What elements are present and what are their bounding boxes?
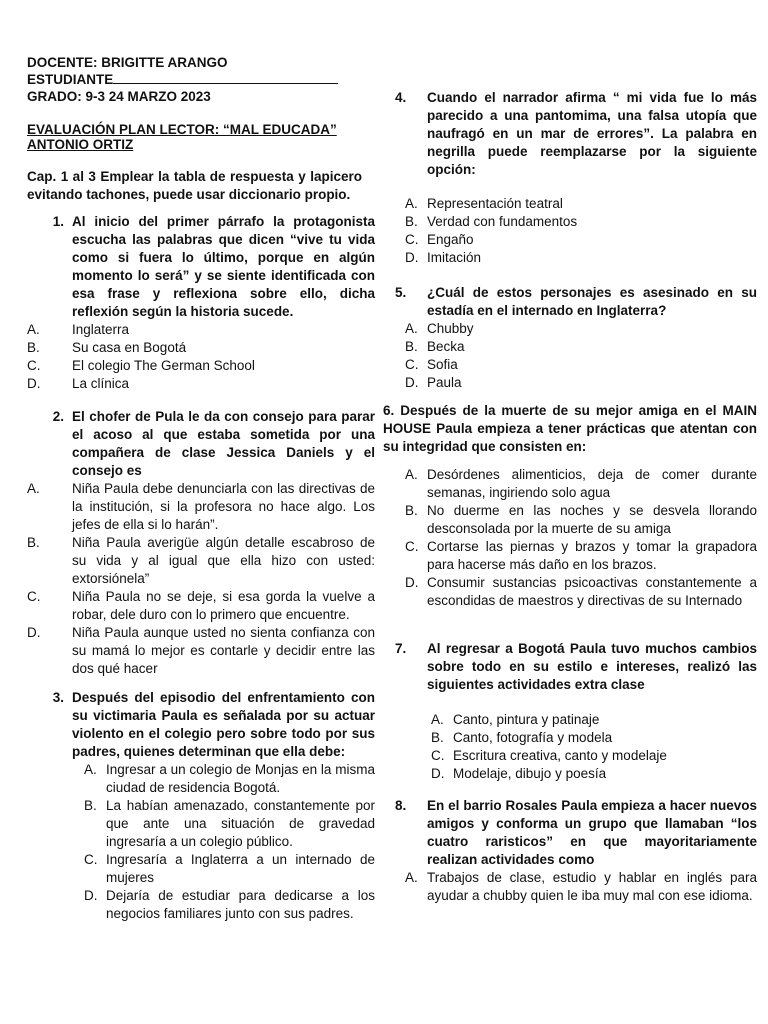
question-3-stem: 3. Después del episodio del enfrentamiento con su victimaria Paula es señalada por su actuar violento en el colegio pero sobre todo por sus padres, quienes determinan que ella debe: xyxy=(52,690,375,759)
question-7 xyxy=(395,640,757,783)
option-3a[interactable]: A. Ingresar a un colegio de Monjas en la misma ciudad de residencia Bogotá. xyxy=(84,762,375,795)
option-8a[interactable]: A. Trabajos de clase, estudio y hablar en inglés para ayudar a chubby quien le iba muy mal con ese idioma. xyxy=(405,870,757,903)
option-4b[interactable]: B. Verdad con fundamentos xyxy=(405,214,578,229)
option-7d[interactable]: D. Modelaje, dibujo y poesía xyxy=(431,766,607,781)
question-3 xyxy=(27,689,375,923)
option-6c[interactable]: C. Cortarse las piernas y brazos y tomar la grapadora para hacerse más daño en los brazos. xyxy=(405,539,757,572)
option-3c[interactable]: C. Ingresaría a Inglaterra a un internado de mujeres xyxy=(84,852,375,885)
option-7b[interactable]: B. Canto, fotografía y modela xyxy=(431,730,613,745)
option-1c[interactable]: C. El colegio The German School xyxy=(27,358,255,373)
estudiante-line xyxy=(27,71,338,88)
question-2-stem: 2. El chofer de Pula le da con consejo para parar el acoso al que estaba sometida por una compañera de clase Jessica Daniels y el consejo es xyxy=(52,409,375,478)
option-6a[interactable]: A. Desórdenes alimenticios, deja de comer durante semanas, ingiriendo solo agua xyxy=(405,467,757,500)
option-5b[interactable]: B. Becka xyxy=(405,339,465,354)
option-3d[interactable]: D. Dejaría de estudiar para dedicarse a los negocios familiares junto con sus padres. xyxy=(84,888,375,921)
option-1d[interactable]: D. La clínica xyxy=(27,376,130,391)
option-4d[interactable]: D. Imitación xyxy=(405,250,482,265)
question-1 xyxy=(27,213,375,393)
option-7c[interactable]: C. Escritura creativa, canto y modelaje xyxy=(431,748,667,763)
option-7a[interactable]: A. Canto, pintura y patinaje xyxy=(431,712,600,727)
option-2a[interactable]: A. Niña Paula debe denunciarla con las directivas de la institución, si la profesora no hace algo. Los jefes de ella si lo harán”. xyxy=(27,481,375,532)
question-4-stem: 4. Cuando el narrador afirma “ mi vida fue lo más parecido a una pantomima, una falsa utopía que naufragó en un mar de errores”. La palabra en negrilla puede reemplazarse por la siguiente opción: xyxy=(395,90,757,177)
instructions: Cap. 1 al 3 Emplear la tabla de respuesta y lapicero evitando tachones, puede usar diccionario propio. xyxy=(27,169,362,202)
option-3b[interactable]: B. La habían amenazado, constantemente por que ante una situación de gravedad ingresaría a un colegio público. xyxy=(84,798,375,849)
question-8 xyxy=(395,797,757,905)
option-2b[interactable]: B. Niña Paula averigüe algún detalle escabroso de su vida y al igual que ella hizo con usted: extorsiónela” xyxy=(27,535,375,586)
option-2c[interactable]: C. Niña Paula no se deje, si esa gorda la vuelve a robar, dele duro con lo primero que encuentre. xyxy=(27,589,375,622)
estudiante-label: ESTUDIANTE xyxy=(27,72,114,87)
grado-line: GRADO: 9-3 24 MARZO 2023 xyxy=(27,89,211,104)
estudiante-blank xyxy=(113,71,338,84)
evaluacion-title: EVALUACIÓN PLAN LECTOR: “MAL EDUCADA” xyxy=(27,122,337,137)
option-5a[interactable]: A. Chubby xyxy=(405,321,474,336)
option-5d[interactable]: D. Paula xyxy=(405,375,462,390)
docente-line: DOCENTE: BRIGITTE ARANGO xyxy=(27,55,228,70)
question-5 xyxy=(395,284,757,392)
option-1a[interactable]: A. Inglaterra xyxy=(27,322,130,337)
option-1b[interactable]: B. Su casa en Bogotá xyxy=(27,340,187,355)
question-2 xyxy=(27,408,375,678)
question-5-stem: 5. ¿Cuál de estos personajes es asesinado en su estadía en el internado en Inglaterra? xyxy=(395,285,757,318)
question-7-stem: 7. Al regresar a Bogotá Paula tuvo muchos cambios sobre todo en su estilo e intereses, realizó las siguientes actividades extra clase xyxy=(395,641,757,692)
option-4c[interactable]: C. Engaño xyxy=(405,232,474,247)
option-6d[interactable]: D. Consumir sustancias psicoactivas constantemente a escondidas de maestros y directivas de su Internado xyxy=(405,575,757,608)
question-6-stem: 6. Después de la muerte de su mejor amiga en el MAIN HOUSE Paula empieza a tener prácticas que atentan con su integridad que consisten en: xyxy=(383,403,757,454)
question-6 xyxy=(383,402,757,610)
option-6b[interactable]: B. No duerme en las noches y se desvela llorando desconsolada por la muerte de su amiga xyxy=(405,503,757,536)
option-2d[interactable]: D. Niña Paula aunque usted no sienta confianza con su mamá lo mejor es contarle y decidir entre las dos qué hacer xyxy=(27,625,375,676)
question-8-stem: 8. En el barrio Rosales Paula empieza a hacer nuevos amigos y conforma un grupo que llamaban “los cuatro raristicos” en que mayoritariamente realizan actividades como xyxy=(395,798,757,867)
option-4a[interactable]: A. Representación teatral xyxy=(405,196,563,211)
question-4 xyxy=(395,89,757,267)
autor-line: ANTONIO ORTIZ xyxy=(27,137,134,152)
option-5c[interactable]: C. Sofia xyxy=(405,357,458,372)
question-1-stem: 1. Al inicio del primer párrafo la protagonista escucha las palabras que dicen “vive tu vida como si fuera lo último, porque en algún momento lo será” y se siente identificada con esa frase y reflexiona sobre ello, dicha reflexión según la historia sucede. xyxy=(52,214,375,319)
